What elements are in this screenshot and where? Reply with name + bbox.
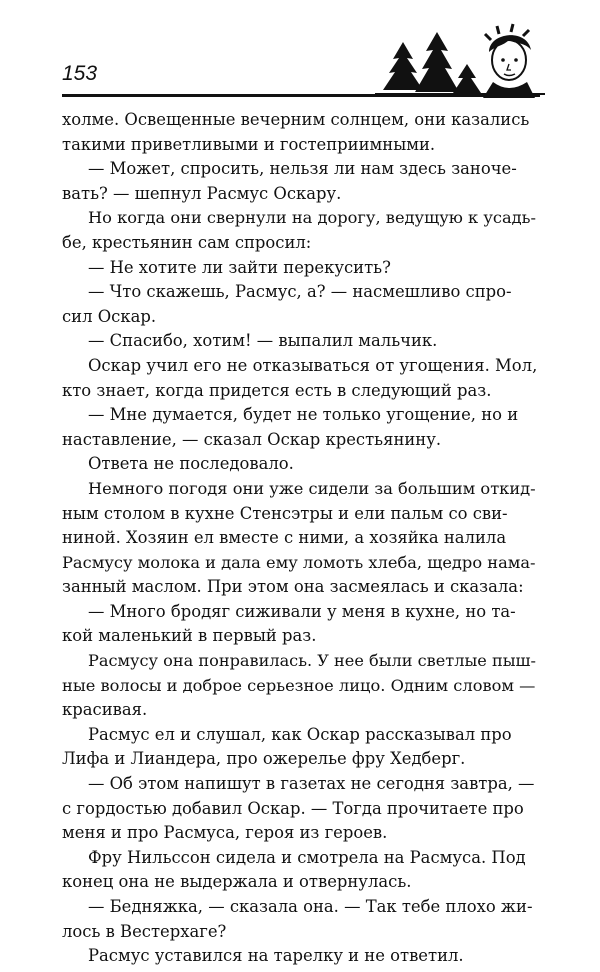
text-line: такими приветливыми и гостеприимными. — [62, 134, 436, 154]
text-line: холме. Освещенные вечерним солнцем, они казались — [62, 110, 530, 129]
text-line: меня и про Расмуса, героя из героев. — [62, 823, 388, 843]
text-line: лось в Вестерхаге? — [62, 921, 227, 941]
text-line: Фру Нильссон сидела и смотрела на Расмуса. Под — [88, 847, 526, 867]
text-line: конец она не выдержала и отвернулась. — [62, 872, 412, 892]
text-line: занный маслом. При этом она засмеялась и сказала: — [62, 577, 524, 597]
text-line: кто знает, когда придется есть в следующий раз. — [62, 380, 492, 400]
text-line: — Не хотите ли зайти перекусить? — [88, 257, 391, 277]
text-line: Расмусу она понравилась. У нее были светлые пыш- — [88, 651, 536, 671]
text-line: Расмус ел и слушал, как Оскар рассказывал про — [88, 724, 512, 744]
text-line: — Что скажешь, Расмус, а? — насмешливо спро- — [88, 282, 512, 302]
text-line: вать? — шепнул Расмус Оскару. — [62, 183, 342, 203]
text-line: Расмусу молока и дала ему ломоть хлеба, щедро нама- — [62, 552, 536, 572]
text-line: ным столом в кухне Стенсэтры и ели пальм со сви- — [62, 503, 508, 523]
text-line: Расмус уставился на тарелку и не ответил. — [88, 946, 464, 966]
text-line: бе, крестьянин сам спросил: — [62, 232, 312, 252]
text-line: Немного погодя они уже сидели за большим откид- — [88, 478, 536, 498]
text-line: Но когда они свернули на дорогу, ведущую к усадь- — [88, 208, 536, 228]
text-line: — Бедняжка, — сказала она. — Так тебе плохо жи- — [88, 897, 533, 916]
boy-portrait-illustration — [483, 24, 535, 98]
text-line: красивая. — [62, 700, 148, 720]
text-line: Ответа не последовало. — [88, 454, 294, 474]
text-line: ные волосы и доброе серьезное лицо. Одним словом — — [62, 675, 536, 695]
page-number: 153 — [62, 62, 98, 85]
pine-tree-illustration — [383, 32, 481, 93]
body-text — [62, 108, 538, 969]
text-line: — Об этом напишут в газетах не сегодня завтра, — — [88, 774, 535, 794]
text-line: — Мне думается, будет не только угощение, но и — [88, 405, 519, 425]
text-line: — Спасибо, хотим! — выпалил мальчик. — [88, 331, 438, 351]
header-rule — [62, 94, 540, 97]
text-line: Лифа и Лиандера, про ожерелье фру Хедберг. — [62, 749, 466, 769]
text-line: наставление, — сказал Оскар крестьянину. — [62, 429, 442, 449]
text-line: — Может, спросить, нельзя ли нам здесь заноче- — [88, 159, 517, 179]
text-line: — Много бродяг сиживали у меня в кухне, но та- — [88, 601, 516, 621]
header-illustration — [375, 20, 545, 98]
text-line: с гордостью добавил Оскар. — Тогда прочитаете про — [62, 798, 524, 818]
text-line: кой маленький в первый раз. — [62, 626, 317, 646]
text-line: сил Оскар. — [62, 306, 157, 326]
text-line: Оскар учил его не отказываться от угощения. Мол, — [88, 355, 538, 375]
text-line: ниной. Хозяин ел вместе с ними, а хозяйка налила — [62, 528, 507, 548]
